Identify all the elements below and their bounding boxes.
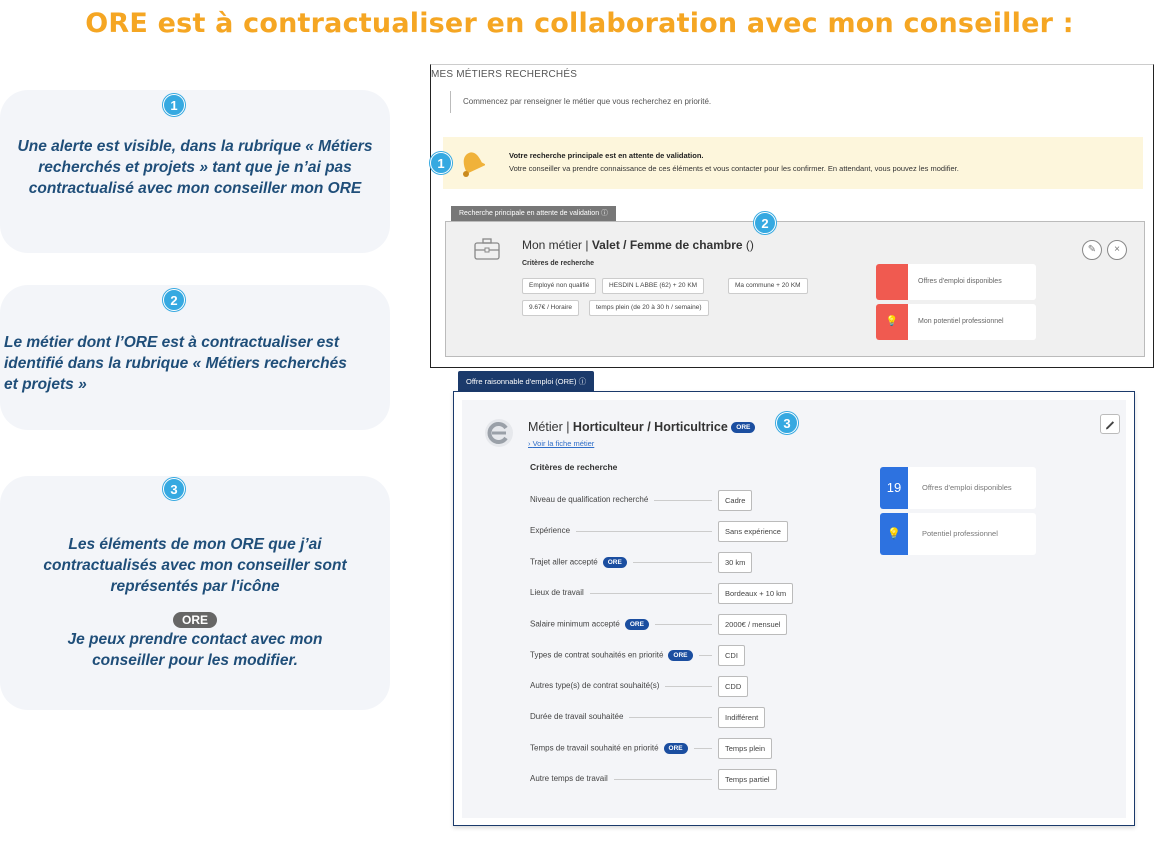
explanation-card-3 (0, 476, 390, 710)
ore-badge: ORE (731, 422, 755, 433)
tab-ore[interactable]: Offre raisonnable d'emploi (ORE) ⓘ (458, 371, 594, 393)
metiers-recherches-panel (430, 64, 1154, 368)
criteria-label: Critères de recherche (530, 462, 618, 472)
e-logo-icon (484, 418, 514, 448)
offers-stat[interactable] (876, 264, 1036, 300)
offers-label: Offres d'emploi disponibles (918, 278, 1002, 285)
alert-text: Votre conseiller va prendre connaissance de ces éléments et vous contacter pour les confirmer. En attendant, vous pouvez les modifier. (509, 164, 959, 173)
criteria-row-label: Types de contrat souhaités en priorité ORE (530, 650, 693, 661)
criteria-row-value: Temps plein (718, 738, 772, 759)
step-marker: 3 (163, 478, 185, 500)
marker-1: 1 (430, 152, 452, 174)
explanation-card-2 (0, 285, 390, 430)
criteria-row-label: Temps de travail souhaité en priorité ORE (530, 743, 688, 754)
marker-3: 3 (776, 412, 798, 434)
criteria-row-value: CDI (718, 645, 745, 666)
criteria-label: Critères de recherche (522, 260, 594, 267)
criteria-chip: HESDIN L ABBE (62) + 20 KM (602, 278, 704, 294)
row-divider (633, 562, 712, 563)
criteria-chip: Employé non qualifié (522, 278, 596, 294)
criteria-row-value: Temps partiel (718, 769, 777, 790)
pencil-icon[interactable]: ✎ (1082, 240, 1102, 260)
criteria-row-value: Cadre (718, 490, 752, 511)
explanation-card-1 (0, 90, 390, 253)
criteria-row-label: Salaire minimum accepté ORE (530, 619, 649, 630)
ore-badge: ORE (664, 743, 688, 754)
ore-badge: ORE (668, 650, 692, 661)
ore-badge: ORE (603, 557, 627, 568)
offers-stat[interactable] (880, 467, 1036, 509)
card-text: Les éléments de mon ORE que j’ai contractualisés avec mon conseiller sont représentés par l'icône (43, 536, 347, 595)
criteria-row-label: Lieux de travail (530, 588, 584, 597)
criteria-row-label: Niveau de qualification recherché (530, 495, 649, 504)
card-text: Le métier dont l’ORE est à contractualiser est identifié dans la rubrique « Métiers recherchés et projets » (4, 334, 347, 393)
criteria-row-value: 30 km (718, 552, 752, 573)
alert-title: Votre recherche principale est en attente de validation. (509, 151, 704, 160)
tab-recherche-principale[interactable]: Recherche principale en attente de validation ⓘ (451, 206, 616, 222)
row-divider (590, 593, 712, 594)
criteria-row-label: Autres type(s) de contrat souhaité(s) (530, 681, 660, 690)
card-text: Je peux prendre contact avec mon conseiller pour les modifier. (67, 631, 323, 669)
criteria-row-label: Expérience (530, 526, 571, 535)
ore-badge: ORE (625, 619, 649, 630)
section-title: MES MÉTIERS RECHERCHÉS (431, 69, 578, 80)
offers-count (876, 264, 908, 300)
potential-label: Potentiel professionnel (922, 529, 998, 538)
row-divider (654, 500, 712, 501)
criteria-row-value: Indifférent (718, 707, 765, 728)
row-divider (665, 686, 712, 687)
ore-badge-sample: ORE (173, 612, 217, 628)
job-card (445, 221, 1145, 357)
pencil-icon[interactable] (1100, 414, 1120, 434)
row-divider (614, 779, 712, 780)
row-divider (629, 717, 712, 718)
row-divider (655, 624, 712, 625)
ore-panel (453, 391, 1135, 826)
criteria-row-value: Sans expérience (718, 521, 788, 542)
briefcase-icon (474, 238, 500, 260)
potential-stat[interactable] (876, 304, 1036, 340)
potential-stat[interactable] (880, 513, 1036, 555)
row-divider (694, 748, 712, 749)
criteria-row-label: Trajet aller accepté ORE (530, 557, 627, 568)
offers-label: Offres d'emploi disponibles (922, 483, 1012, 492)
job-title: Mon métier | Valet / Femme de chambre () (522, 238, 754, 252)
criteria-chip: Ma commune + 20 KM (728, 278, 808, 294)
validation-alert (443, 137, 1143, 189)
criteria-row-value: CDD (718, 676, 748, 697)
criteria-row-label: Autre temps de travail (530, 774, 608, 783)
intro-text: Commencez par renseigner le métier que vous recherchez en priorité. (450, 91, 711, 113)
potential-label: Mon potentiel professionnel (918, 318, 1004, 325)
criteria-row-value: 2000€ / mensuel (718, 614, 787, 635)
criteria-chip: temps plein (de 20 à 30 h / semaine) (589, 300, 709, 316)
row-divider (576, 531, 712, 532)
criteria-chip: 9.67€ / Horaire (522, 300, 579, 316)
marker-2: 2 (754, 212, 776, 234)
ore-card (462, 400, 1126, 818)
criteria-row-value: Bordeaux + 10 km (718, 583, 793, 604)
row-divider (699, 655, 712, 656)
fiche-metier-link[interactable]: › Voir la fiche métier (528, 439, 595, 448)
criteria-row-label: Durée de travail souhaitée (530, 712, 624, 721)
step-marker: 1 (163, 94, 185, 116)
lightbulb-icon: 💡 (876, 304, 908, 340)
lightbulb-icon: 💡 (880, 513, 908, 555)
close-icon[interactable]: × (1107, 240, 1127, 260)
step-marker: 2 (163, 289, 185, 311)
card-text: Une alerte est visible, dans la rubrique « Métiers recherchés et projets » tant que je n’ai pas contractualisé avec mon conseiller mon ORE (17, 138, 373, 197)
bell-icon (457, 147, 485, 179)
offers-count: 19 (880, 467, 908, 509)
metier-title: Métier | Horticulteur / Horticultrice ORE (528, 420, 755, 434)
page-title: ORE est à contractualiser en collaboration avec mon conseiller : (85, 8, 1074, 39)
